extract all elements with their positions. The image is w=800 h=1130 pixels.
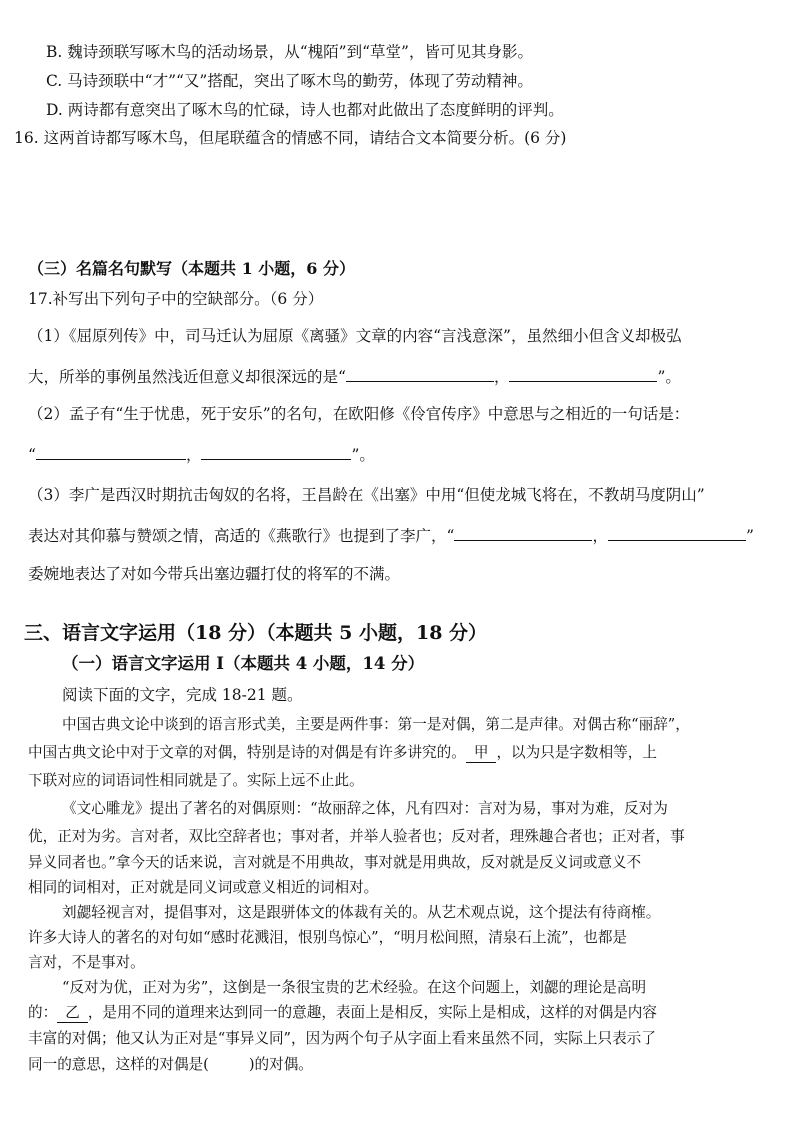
passage-p2-line2: 优，正对为劣。言对者，双比空辞者也；事对者，并举人验者也；反对者，理殊趣合者也；正对者，事: [28, 828, 685, 845]
q17-item1-line2: [28, 365, 681, 388]
q17-item2-line1: （2）孟子有“生于忧患，死于安乐”的名句，在欧阳修《伶官传序》中意思与之相近的一句话是：: [28, 405, 690, 423]
passage-p4-line1: “反对为优，正对为劣”，这倒是一条很宝贵的艺术经验。在这个问题上，刘勰的理论是高明: [62, 979, 647, 996]
passage-p4-line2: [28, 1002, 657, 1024]
passage-p1-line2-a: 中国古典文论中对于文章的对偶，特别是诗的对偶是有许多讲究的。: [28, 744, 466, 761]
part3-subtitle: （一）语言文字运用 I（本题共 4 小题，14 分）: [62, 654, 425, 673]
q15-option-d: D. 两诗都有意突出了啄木鸟的忙碌，诗人也都对此做出了态度鲜明的评判。: [46, 101, 564, 119]
q17-item3-blank-2[interactable]: [608, 524, 746, 541]
q17-item2-open: “: [28, 446, 36, 464]
passage-p3-line2: 许多大诗人的著名的对句如“感时花溅泪，恨别鸟惊心”，“明月松间照，清泉石上流”，也都是: [28, 929, 628, 946]
q17-text: 17.补写出下列句子中的空缺部分。（6 分）: [28, 290, 324, 308]
q17-item2-blank-2[interactable]: [201, 443, 351, 460]
passage-p1-line3: 下联对应的词语词性相同就是了。实际上远不止此。: [28, 772, 364, 789]
blank-jia[interactable]: 甲: [466, 744, 497, 763]
q17-item3-prefix: 表达对其仰慕与赞颂之情，高适的《燕歌行》也提到了李广，“: [28, 527, 455, 545]
passage-p4-line4-b: )的对偶。: [248, 1056, 313, 1073]
q15-option-c: C. 马诗颈联中“才”“又”搭配，突出了啄木鸟的勤劳，体现了劳动精神。: [46, 72, 533, 90]
passage-p4-line2-a: 的：: [28, 1004, 58, 1021]
q17-item1-line1: （1）《屈原列传》中，司马迁认为屈原《离骚》文章的内容“言浅意深”，虽然细小但含义却极弘: [28, 327, 682, 345]
passage-p4-line4: [28, 1054, 313, 1076]
q17-item2-end: ”。: [351, 446, 375, 464]
passage-p1-line2-b: ，以为只是字数相等，上: [496, 744, 657, 761]
q17-item1-prefix: 大，所举的事例虽然浅近但意义却很深远的是“: [28, 368, 346, 386]
passage-p4-line2-b: ，是用不同的道理来达到同一的意趣，表面上是相反，实际上是相成，这样的对偶是内容: [87, 1004, 657, 1021]
passage-p3-line3: 言对，不是事对。: [28, 954, 145, 971]
q17-item3-separator: ，: [592, 527, 608, 545]
q17-item2-separator: ，: [185, 446, 202, 464]
q16-text: 16. 这两首诗都写啄木鸟，但尾联蕴含的情感不同，请结合文本简要分析。(6 分): [14, 129, 567, 147]
q17-item1-end: ”。: [657, 368, 681, 386]
q17-item3-line1: （3）李广是西汉时期抗击匈奴的名将，王昌龄在《出塞》中用“但使龙城飞将在，不教胡马度阴山”: [28, 486, 705, 504]
part3-title: 三、语言文字运用（18 分）（本题共 5 小题，18 分）: [24, 622, 488, 644]
q17-item1-blank-2[interactable]: [509, 365, 657, 382]
passage-p2-line1: 《文心雕龙》提出了著名的对偶原则：“故丽辞之体，凡有四对：言对为易，事对为难，反对为: [62, 800, 668, 817]
passage-p2-line3: 异义同者也。”拿今天的话来说，言对就是不用典故，事对就是用典故，反对就是反义词或意义不: [28, 854, 642, 871]
q17-item2-line2: [28, 443, 375, 466]
q17-item3-line3: 委婉地表达了对如今带兵出塞边疆打仗的将军的不满。: [28, 565, 401, 583]
passage-p4-line3: 丰富的对偶；他又认为正对是“事异义同”，因为两个句子从字面上看来虽然不同，实际上只表示了: [28, 1030, 656, 1047]
q15-option-b: B. 魏诗颈联写啄木鸟的活动场景，从“槐陌”到“草堂”，皆可见其身影。: [46, 43, 533, 61]
section3-title: （三）名篇名句默写（本题共 1 小题，6 分）: [28, 259, 355, 278]
passage-p3-line1: 刘勰轻视言对，提倡事对，这是跟骈体文的体裁有关的。从艺术观点说，这个提法有待商榷。: [62, 904, 661, 921]
passage-p1-line1: 中国古典文论中谈到的语言形式美，主要是两件事：第一是对偶，第二是声律。对偶古称“丽辞”，: [62, 716, 690, 733]
blank-yi[interactable]: 乙: [57, 1004, 88, 1023]
q17-item1-separator: ，: [493, 368, 510, 386]
q17-item2-blank-1[interactable]: [36, 443, 186, 460]
q17-item1-blank-1[interactable]: [346, 365, 494, 382]
passage-p1-line2: [28, 742, 657, 764]
reading-instruction: 阅读下面的文字，完成 18-21 题。: [62, 686, 303, 704]
passage-p4-line4-a: 同一的意思，这样的对偶是(: [28, 1056, 209, 1073]
passage-p2-line4: 相同的词相对，正对就是同义词或意义相近的词相对。: [28, 879, 379, 896]
q17-item3-end: ”: [745, 527, 754, 545]
q17-item3-blank-1[interactable]: [454, 524, 592, 541]
q17-item3-line2: [28, 524, 754, 547]
